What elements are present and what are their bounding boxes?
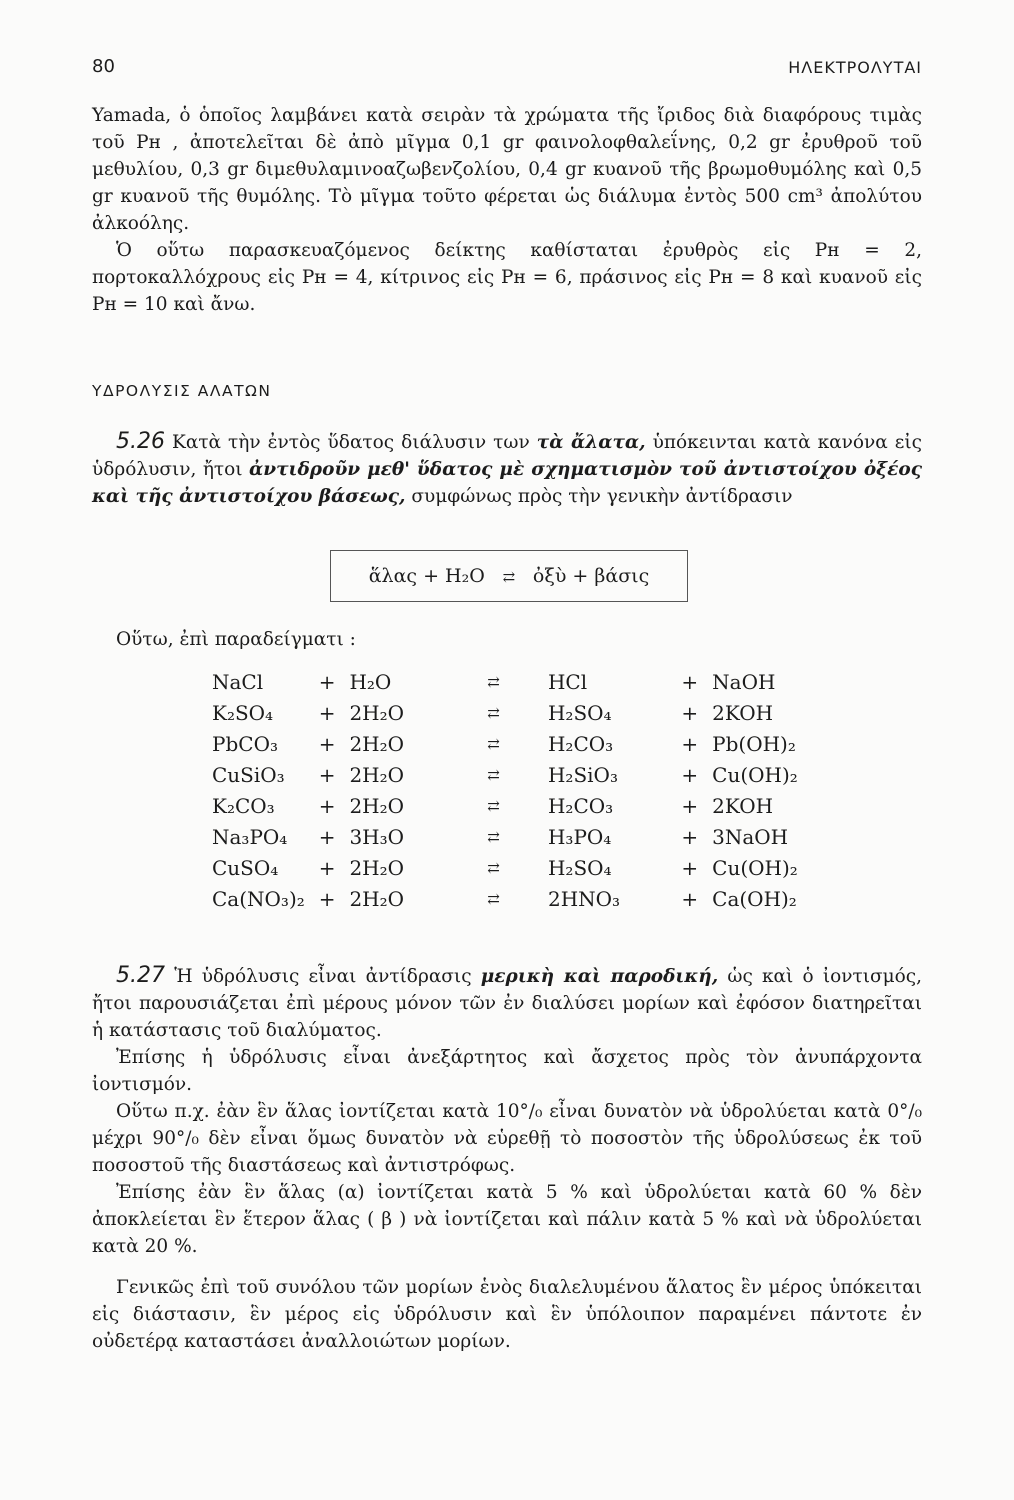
equilibrium-arrow: ⇄ — [487, 796, 500, 815]
equilibrium-arrow: ⇄ — [502, 568, 516, 586]
intro-paragraph-2: Ὁ οὕτω παρασκευαζόμενος δείκτης καθίσταται ἐρυθρὸς εἰς Pʜ = 2, πορτοκαλλόχρους εἰς Pʜ = 4, κίτρινος εἰς Pʜ = 6, πράσινος εἰς Pʜ = 8 καὶ κυανοῦ εἰς Pʜ = 10 καὶ ἄνω. — [92, 240, 922, 315]
equation-row — [212, 728, 812, 759]
salt-formula: CuSO₄ — [212, 855, 279, 880]
acid-formula: HCl — [547, 669, 588, 694]
acid-formula: 2HNO₃ — [547, 886, 621, 911]
paragraph: Ἐπίσης ἡ ὑδρόλυσις εἶναι ἀνεξάρτητος καὶ ἄσχετος πρὸς τὸν ἀνυπάρχοντα ἰοντισμόν. — [92, 1047, 922, 1095]
plus-sign: + — [318, 700, 336, 725]
water-term: 3H₃O — [349, 824, 405, 849]
plus-sign: + — [681, 669, 699, 694]
paragraph: Γενικῶς ἐπὶ τοῦ συνόλου τῶν μορίων ἑνὸς διαλελυμένου ἅλατος ἓν μέρος ὑπόκειται εἰς διάστασιν, ἓν μέρος εἰς ὑδρόλυσιν καὶ ἓν ὑπόλοιπον παραμένει πάντοτε ἐν οὐδετέρᾳ καταστάσει ἀναλλοιώτων μορίων. — [92, 1277, 922, 1352]
equation-row — [212, 697, 812, 728]
paragraph: Οὕτω π.χ. ἐὰν ἓν ἅλας ἰοντίζεται κατὰ 10°/₀ εἶναι δυνατὸν νὰ ὑδρολύεται κατὰ 0°/₀ μέχρι 90°/₀ δὲν εἶναι ὅμως δυνατὸν νὰ εὑρεθῇ τὸ ποσοστὸν τῆς ὑδρολύσεως ἐκ τοῦ ποσοστοῦ τῆς διαστάσεως καὶ ἀντιστρόφως. — [92, 1101, 922, 1176]
equilibrium-arrow: ⇄ — [487, 889, 500, 908]
acid-formula: H₃PO₄ — [547, 824, 612, 849]
section-5-26 — [92, 428, 922, 510]
equilibrium-arrow: ⇄ — [487, 827, 500, 846]
body-text: συμφώνως πρὸς τὴν γενικὴν ἀντίδρασιν — [405, 486, 793, 507]
section-number: 5.26 — [116, 429, 165, 454]
plus-sign: + — [681, 855, 699, 880]
water-term: 2H₂O — [349, 886, 405, 911]
base-formula: Cu(OH)₂ — [712, 762, 798, 787]
base-formula: 3NaOH — [712, 824, 789, 849]
equilibrium-arrow: ⇄ — [487, 765, 500, 784]
water-term: 2H₂O — [349, 762, 405, 787]
salt-formula: CuSiO₃ — [212, 762, 285, 787]
body-text: ὑπόκεινται κατὰ κανόνα εἰς ὑδρόλυσιν, ἤτοι — [92, 432, 922, 480]
emphasis-text: τὰ ἄλατα, — [536, 432, 646, 453]
equation-row — [212, 666, 812, 697]
equilibrium-arrow: ⇄ — [487, 703, 500, 722]
salt-formula: Ca(NO₃)₂ — [212, 886, 305, 911]
base-formula: Pb(OH)₂ — [712, 731, 796, 756]
section-5-27 — [92, 962, 922, 1355]
base-formula: Cu(OH)₂ — [712, 855, 798, 880]
intro-paragraph-1: Yamada, ὁ ὁποῖος λαμβάνει κατὰ σειρὰν τὰ χρώματα τῆς ἴριδος διὰ διαφόρους τιμὰς τοῦ Pʜ , ἀποτελεῖται δὲ ἀπὸ μῖγμα 0,1 gr φαινολοφθαλεΐνης, 0,2 gr ἐρυθροῦ τοῦ μεθυλίου, 0,3 gr διμεθυλαμινοαζωβενζολίου, 0,4 gr κυανοῦ τῆς βρωμοθυμόλης καὶ 0,5 gr κυανοῦ τῆς θυμόλης. Τὸ μῖγμα τοῦτο φέρεται ὡς διάλυμα ἐντὸς 500 cm³ ἀπολύτου ἀλκοόλης. — [92, 105, 922, 234]
section-number: 5.27 — [116, 963, 165, 988]
plus-sign: + — [318, 669, 336, 694]
plus-sign: + — [318, 855, 336, 880]
example-intro-block — [92, 626, 922, 653]
general-reaction-left: ἅλας + H₂O — [368, 565, 485, 587]
plus-sign: + — [681, 793, 699, 818]
plus-sign: + — [318, 886, 336, 911]
equation-row — [212, 759, 812, 790]
paragraph: Ἐπίσης ἐὰν ἓν ἅλας (α) ἰοντίζεται κατὰ 5 % καὶ ὑδρολύεται κατὰ 60 % δὲν ἀποκλείεται ἓν ἕτερον ἅλας ( β ) νὰ ἰοντίζεται καὶ πάλιν κατὰ 5 % καὶ νὰ ὑδρολύεται κατὰ 20 %. — [92, 1182, 922, 1257]
equilibrium-arrow: ⇄ — [487, 734, 500, 753]
equation-row — [212, 852, 812, 883]
hydrolysis-equations-table — [212, 666, 812, 914]
salt-formula: K₂SO₄ — [212, 700, 274, 725]
salt-formula: NaCl — [212, 669, 264, 694]
plus-sign: + — [681, 886, 699, 911]
acid-formula: H₂SO₄ — [547, 855, 612, 880]
acid-formula: H₂SiO₃ — [547, 762, 618, 787]
base-formula: 2KOH — [712, 700, 774, 725]
equation-row — [212, 821, 812, 852]
page-number: 80 — [92, 56, 115, 77]
section-heading: ΥΔΡΟΛΥΣΙΣ ΑΛΑΤΩΝ — [92, 382, 272, 400]
example-intro: Οὕτω, ἐπὶ παραδείγματι : — [116, 629, 356, 650]
plus-sign: + — [318, 731, 336, 756]
running-title: ΗΛΕΚΤΡΟΛΥΤΑΙ — [788, 58, 922, 77]
water-term: 2H₂O — [349, 731, 405, 756]
water-term: 2H₂O — [349, 793, 405, 818]
intro-block — [92, 102, 922, 318]
general-reaction-right: ὀξὺ + βάσις — [532, 565, 650, 587]
body-text: Ἡ ὑδρόλυσις εἶναι ἀντίδρασις — [174, 966, 481, 987]
emphasis-text: μερικὴ καὶ παροδική, — [480, 966, 719, 987]
equation-row — [212, 883, 812, 914]
plus-sign: + — [681, 824, 699, 849]
plus-sign: + — [318, 762, 336, 787]
emphasis-text: ἀντιδροῦν μεθ' ὕδατος μὲ σχηματισμὸν τοῦ ἀντιστοίχου ὀξέος καὶ τῆς ἀντιστοίχου βάσεως, — [92, 459, 922, 507]
water-term: 2H₂O — [349, 855, 405, 880]
base-formula: NaOH — [712, 669, 776, 694]
equilibrium-arrow: ⇄ — [487, 672, 500, 691]
plus-sign: + — [681, 762, 699, 787]
base-formula: 2KOH — [712, 793, 774, 818]
plus-sign: + — [681, 731, 699, 756]
salt-formula: PbCO₃ — [212, 731, 278, 756]
water-term: 2H₂O — [349, 700, 405, 725]
plus-sign: + — [318, 824, 336, 849]
acid-formula: H₂SO₄ — [547, 700, 612, 725]
salt-formula: Na₃PO₄ — [212, 824, 288, 849]
page-header — [92, 56, 922, 86]
base-formula: Ca(OH)₂ — [712, 886, 797, 911]
acid-formula: H₂CO₃ — [547, 731, 614, 756]
water-term: H₂O — [349, 669, 392, 694]
salt-formula: K₂CO₃ — [212, 793, 275, 818]
plus-sign: + — [681, 700, 699, 725]
body-text: ὡς καὶ ὁ ἰοντισμός, ἤτοι παρουσιάζεται ἐπὶ μέρους μόνον τῶν ἐν διαλύσει μορίων καὶ ἐφόσον διατηρεῖται ἡ κατάστασις τοῦ διαλύματος. — [92, 966, 922, 1041]
equilibrium-arrow: ⇄ — [487, 858, 500, 877]
plus-sign: + — [318, 793, 336, 818]
equation-row — [212, 790, 812, 821]
acid-formula: H₂CO₃ — [547, 793, 614, 818]
general-reaction-box — [330, 550, 688, 602]
body-text: Κατὰ τὴν ἐντὸς ὕδατος διάλυσιν των — [172, 432, 537, 453]
